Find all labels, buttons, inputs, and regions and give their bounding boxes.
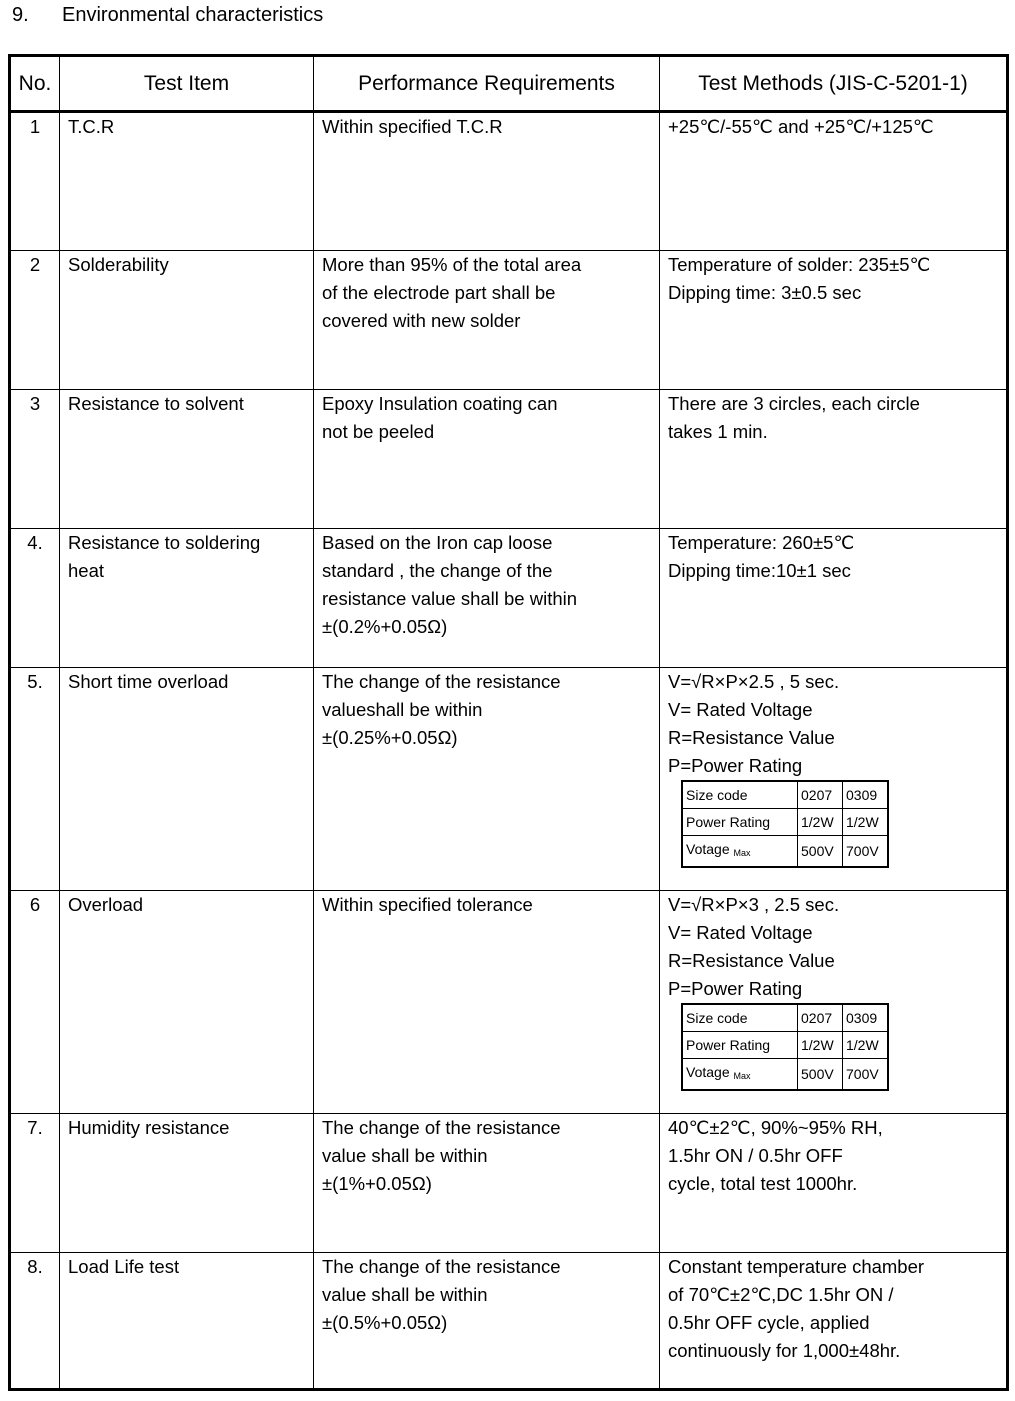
subtable-label <box>682 809 798 836</box>
table-row <box>10 112 1008 251</box>
item-line: Load Life test <box>68 1256 180 1277</box>
cell-method <box>660 891 1008 1114</box>
subtable-label <box>682 1032 798 1059</box>
cell-method <box>660 1253 1008 1390</box>
method-line: P=Power Rating <box>668 755 803 776</box>
table-row <box>10 891 1008 1114</box>
section-number: 9. <box>12 4 29 26</box>
method-line: R=Resistance Value <box>668 950 835 971</box>
subtable-value-0309: 700V <box>843 1059 889 1091</box>
method-line: Dipping time:10±1 sec <box>668 560 851 581</box>
method-line: V=√R×P×2.5 , 5 sec. <box>668 671 840 692</box>
cell-item <box>60 529 314 668</box>
subtable-value-0309: 1/2W <box>843 1032 889 1059</box>
requirement-line: ±(1%+0.05Ω) <box>322 1173 432 1194</box>
requirement-line: resistance value shall be within <box>322 588 578 609</box>
row-number: 4. <box>10 529 60 668</box>
requirement-line: ±(0.5%+0.05Ω) <box>322 1312 448 1333</box>
method-line: Temperature of solder: 235±5℃ <box>668 254 931 275</box>
subtable-value-0207: 0207 <box>798 781 843 809</box>
item-line: Solderability <box>68 254 169 275</box>
rating-subtable <box>681 780 889 868</box>
requirement-line: The change of the resistance <box>322 1117 561 1138</box>
cell-item <box>60 891 314 1114</box>
subtable-value-0207: 500V <box>798 836 843 868</box>
subtable-label-sub: Max <box>733 848 751 858</box>
method-line: 40℃±2℃, 90%~95% RH, <box>668 1117 883 1138</box>
subtable-row <box>682 1032 888 1059</box>
subtable-row <box>682 809 888 836</box>
requirement-line: value shall be within <box>322 1284 488 1305</box>
subtable-label-text: Power Rating <box>686 814 771 830</box>
method-line: Dipping time: 3±0.5 sec <box>668 282 862 303</box>
item-line: heat <box>68 560 105 581</box>
subtable-value-0207: 500V <box>798 1059 843 1091</box>
method-line: R=Resistance Value <box>668 727 835 748</box>
requirement-line: valueshall be within <box>322 699 483 720</box>
rating-subtable <box>681 1003 889 1091</box>
cell-item <box>60 1114 314 1253</box>
method-line: V=√R×P×3 , 2.5 sec. <box>668 894 840 915</box>
environmental-table <box>8 54 1009 1391</box>
cell-method <box>660 390 1008 529</box>
subtable-label <box>682 1004 798 1032</box>
method-line: +25℃/-55℃ and +25℃/+125℃ <box>668 116 934 137</box>
row-number: 1 <box>10 112 60 251</box>
row-number: 8. <box>10 1253 60 1390</box>
method-line: continuously for 1,000±48hr. <box>668 1340 901 1361</box>
cell-item <box>60 668 314 891</box>
header-row <box>10 56 1008 112</box>
row-number: 7. <box>10 1114 60 1253</box>
subtable-label-text: Votage <box>686 841 730 857</box>
requirement-line: covered with new solder <box>322 310 521 331</box>
row-number: 6 <box>10 891 60 1114</box>
method-line: Constant temperature chamber <box>668 1256 925 1277</box>
subtable-value-0309: 0309 <box>843 1004 889 1032</box>
header-performance: Performance Requirements <box>314 56 660 112</box>
cell-requirement <box>314 251 660 390</box>
subtable-value-0309: 1/2W <box>843 809 889 836</box>
table-row <box>10 390 1008 529</box>
subtable-row <box>682 781 888 809</box>
cell-requirement <box>314 1253 660 1390</box>
header-test-item: Test Item <box>60 56 314 112</box>
subtable-label-text: Votage <box>686 1064 730 1080</box>
cell-requirement <box>314 891 660 1114</box>
method-line: of 70℃±2℃,DC 1.5hr ON / <box>668 1284 894 1305</box>
requirement-line: not be peeled <box>322 421 435 442</box>
requirement-line: ±(0.25%+0.05Ω) <box>322 727 458 748</box>
subtable-label <box>682 836 798 868</box>
cell-method <box>660 668 1008 891</box>
subtable-row <box>682 1059 888 1091</box>
cell-requirement <box>314 529 660 668</box>
requirement-line: Within specified T.C.R <box>322 116 503 137</box>
method-line: cycle, total test 1000hr. <box>668 1173 858 1194</box>
cell-method <box>660 251 1008 390</box>
subtable-label-text: Power Rating <box>686 1037 771 1053</box>
method-line: Temperature: 260±5℃ <box>668 532 855 553</box>
header-test-methods: Test Methods (JIS-C-5201-1) <box>660 56 1008 112</box>
subtable-value-0207: 0207 <box>798 1004 843 1032</box>
row-number: 2 <box>10 251 60 390</box>
section-title: Environmental characteristics <box>62 4 324 26</box>
method-line: P=Power Rating <box>668 978 803 999</box>
requirement-line: The change of the resistance <box>322 1256 561 1277</box>
table-row <box>10 251 1008 390</box>
method-line: 1.5hr ON / 0.5hr OFF <box>668 1145 843 1166</box>
subtable-row <box>682 1004 888 1032</box>
requirement-line: standard , the change of the <box>322 560 553 581</box>
row-number: 5. <box>10 668 60 891</box>
item-line: Resistance to soldering <box>68 532 261 553</box>
subtable-row <box>682 836 888 868</box>
cell-requirement <box>314 668 660 891</box>
row-number: 3 <box>10 390 60 529</box>
cell-method <box>660 112 1008 251</box>
cell-item <box>60 1253 314 1390</box>
requirement-line: Within specified tolerance <box>322 894 533 915</box>
requirement-line: The change of the resistance <box>322 671 561 692</box>
header-no: No. <box>10 56 60 112</box>
subtable-label-text: Size code <box>686 787 748 803</box>
subtable-label <box>682 1059 798 1091</box>
subtable-value-0309: 0309 <box>843 781 889 809</box>
method-line: V= Rated Voltage <box>668 699 813 720</box>
subtable-label <box>682 781 798 809</box>
table-row <box>10 668 1008 891</box>
cell-item <box>60 112 314 251</box>
requirement-line: Based on the Iron cap loose <box>322 532 553 553</box>
requirement-line: Epoxy Insulation coating can <box>322 393 558 414</box>
table-row <box>10 1253 1008 1390</box>
cell-item <box>60 251 314 390</box>
item-line: Humidity resistance <box>68 1117 230 1138</box>
cell-method <box>660 529 1008 668</box>
cell-method <box>660 1114 1008 1253</box>
table-row <box>10 1114 1008 1253</box>
cell-requirement <box>314 390 660 529</box>
item-line: Overload <box>68 894 144 915</box>
method-line: 0.5hr OFF cycle, applied <box>668 1312 870 1333</box>
requirement-line: More than 95% of the total area <box>322 254 582 275</box>
item-line: T.C.R <box>68 116 115 137</box>
cell-item <box>60 390 314 529</box>
table-row <box>10 529 1008 668</box>
cell-requirement <box>314 1114 660 1253</box>
method-line: There are 3 circles, each circle <box>668 393 920 414</box>
subtable-label-text: Size code <box>686 1010 748 1026</box>
requirement-line: ±(0.2%+0.05Ω) <box>322 616 448 637</box>
subtable-value-0207: 1/2W <box>798 1032 843 1059</box>
item-line: Resistance to solvent <box>68 393 244 414</box>
item-line: Short time overload <box>68 671 229 692</box>
subtable-value-0309: 700V <box>843 836 889 868</box>
section-heading <box>12 3 323 27</box>
cell-requirement <box>314 112 660 251</box>
method-line: takes 1 min. <box>668 421 768 442</box>
requirement-line: of the electrode part shall be <box>322 282 556 303</box>
subtable-value-0207: 1/2W <box>798 809 843 836</box>
requirement-line: value shall be within <box>322 1145 488 1166</box>
method-line: V= Rated Voltage <box>668 922 813 943</box>
subtable-label-sub: Max <box>733 1071 751 1081</box>
